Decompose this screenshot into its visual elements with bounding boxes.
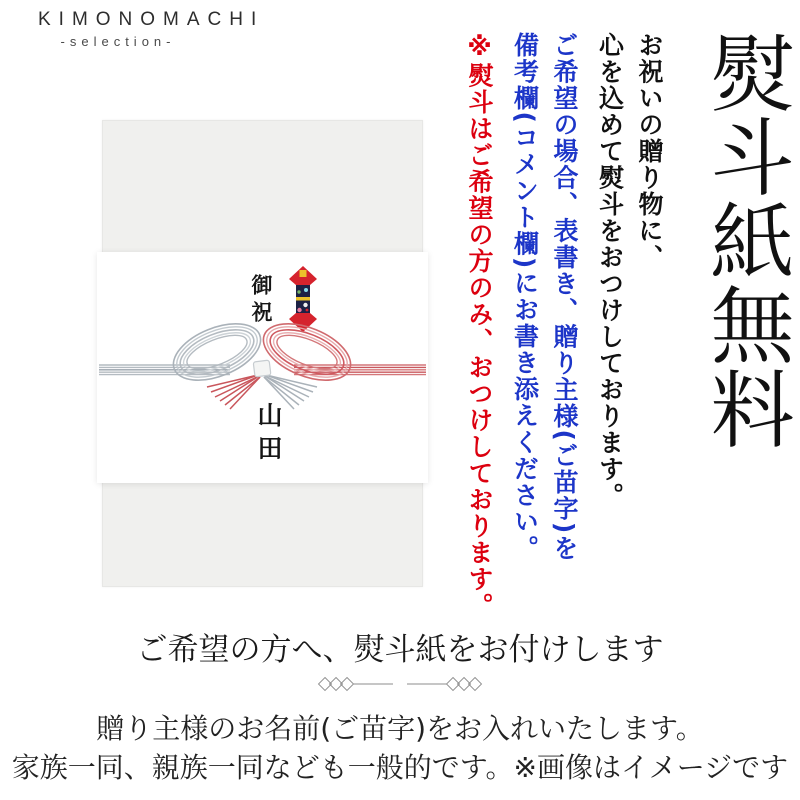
divider-icon (315, 676, 485, 692)
noshi-free-title: 熨斗紙無料 (697, 30, 795, 450)
note-column-2: 心を込めて熨斗をおつけしております。 (595, 32, 625, 509)
vertical-notes (466, 32, 663, 632)
brand-subtitle: -selection- (60, 34, 176, 49)
noshi-paper (97, 252, 428, 483)
note-line-2: 家族一同、親族一同なども一般的です。※画像はイメージです (11, 751, 789, 784)
note-line-1: 贈り主様のお名前(ご苗字)をお入れいたします。 (96, 712, 704, 745)
gift-box-image (102, 120, 423, 587)
note-column-1: お祝いの贈り物に、 (635, 32, 664, 271)
note-column-4: 備考欄(コメント欄)にお書き添えください。 (510, 32, 540, 562)
sender-name-text: 山田 (254, 402, 283, 468)
omotegaki-text: 御祝 (249, 274, 274, 328)
brand-name: KIMONOMACHI (38, 9, 265, 30)
shop-logo (38, 9, 264, 49)
bottom-heading: ご希望の方へ、熨斗紙をお付けします (136, 632, 664, 668)
note-column-5: ※熨斗はご希望の方のみ、おつけしております。 (465, 32, 494, 619)
note-column-3: ご希望の場合、表書き、贈り主様(ご苗字)を (550, 32, 579, 562)
